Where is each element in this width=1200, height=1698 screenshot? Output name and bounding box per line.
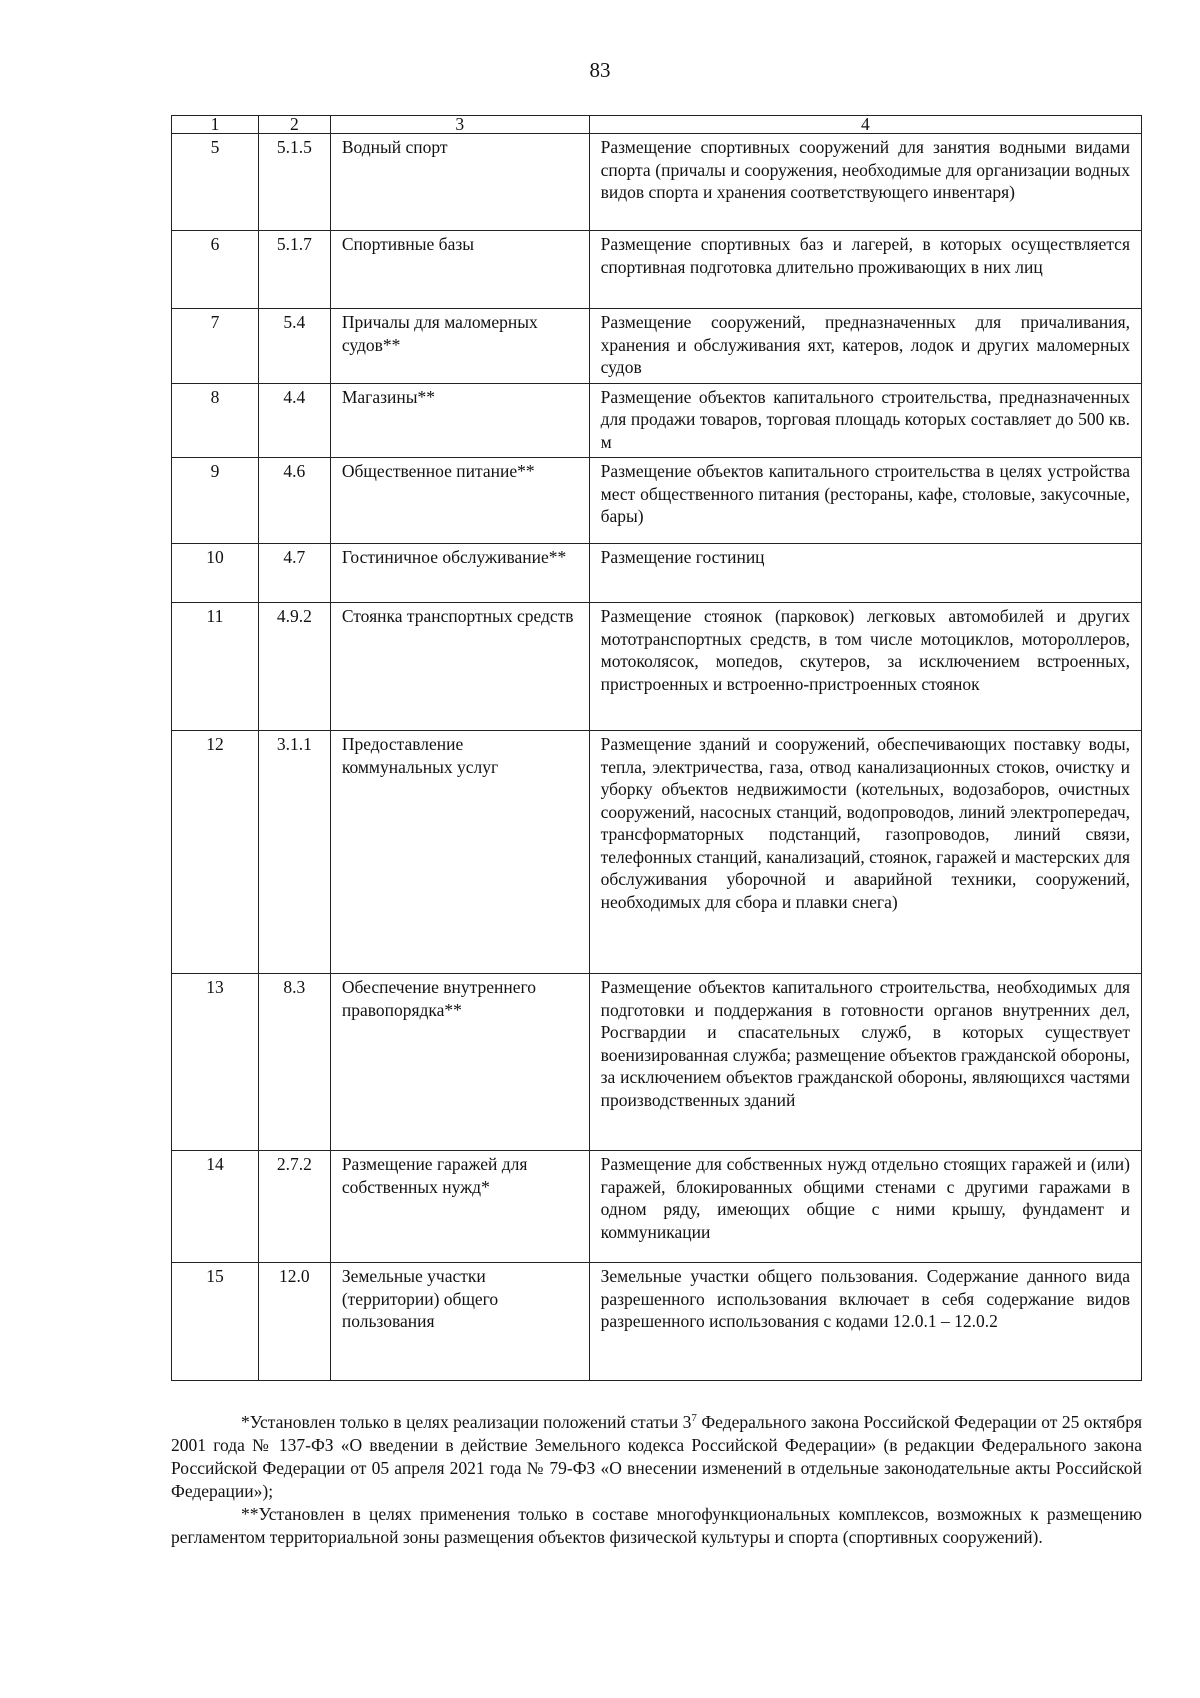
row-number: 6	[172, 231, 259, 309]
table-row	[172, 1263, 1142, 1381]
footnote-text: Федерального закона Российской Федерации от 25 октября 2001 года № 137-ФЗ «О введении в действие Земельного кодекса Российской Федерации» (в редакции Федерального закона Российской Федерации от 05 апреля 2021 года № 79-ФЗ «О внесении изменений в отдельные законодательные акты Российской Федерации»);	[171, 1412, 1142, 1501]
table-row	[172, 134, 1142, 231]
table-row	[172, 458, 1142, 544]
table-row	[172, 731, 1142, 974]
use-name: Предоставление коммунальных услуг	[330, 731, 589, 974]
use-code: 8.3	[258, 974, 330, 1151]
row-number: 15	[172, 1263, 259, 1381]
use-code: 2.7.2	[258, 1151, 330, 1263]
table-row	[172, 974, 1142, 1151]
use-code: 3.1.1	[258, 731, 330, 974]
use-description: Размещение спортивных сооружений для занятия водными видами спорта (причалы и сооружения, необходимые для организации водных видов спорта и хранения соответствующего инвентаря)	[589, 134, 1141, 231]
use-code: 4.9.2	[258, 603, 330, 731]
page-number: 83	[589, 58, 611, 82]
use-description: Земельные участки общего пользования. Содержание данного вида разрешенного использования включает в себя содержание видов разрешенного использования с кодами 12.0.1 – 12.0.2	[589, 1263, 1141, 1381]
use-code: 4.4	[258, 383, 330, 458]
use-description: Размещение объектов капитального строительства в целях устройства мест общественного питания (рестораны, кафе, столовые, закусочные, бары)	[589, 458, 1141, 544]
row-number: 9	[172, 458, 259, 544]
use-description: Размещение объектов капитального строительства, предназначенных для продажи товаров, торговая площадь которых составляет до 500 кв. м	[589, 383, 1141, 458]
row-number: 5	[172, 134, 259, 231]
use-description: Размещение зданий и сооружений, обеспечивающих поставку воды, тепла, электричества, газа, отвод канализационных стоков, очистку и уборку объектов недвижимости (котельных, водозаборов, очистных сооружений, насосных станций, водопроводов, линий электропередач, трансформаторных подстанций, газопроводов, линий связи, телефонных станций, канализаций, стоянок, гаражей и мастерских для обслуживания уборочной и аварийной техники, сооружений, необходимых для сбора и плавки снега)	[589, 731, 1141, 974]
use-name: Земельные участки (территории) общего пользования	[330, 1263, 589, 1381]
row-number: 14	[172, 1151, 259, 1263]
use-description: Размещение сооружений, предназначенных для причаливания, хранения и обслуживания яхт, катеров, лодок и других маломерных судов	[589, 309, 1141, 384]
use-code: 4.7	[258, 544, 330, 603]
row-number: 13	[172, 974, 259, 1151]
row-number: 12	[172, 731, 259, 974]
use-code: 5.4	[258, 309, 330, 384]
table-row	[172, 309, 1142, 384]
footnote-double-asterisk: **Установлен в целях применения только в составе многофункциональных комплексов, возможных к размещению регламентом территориальной зоны размещения объектов физической культуры и спорта (спортивных сооружений).	[171, 1504, 1142, 1547]
row-number: 11	[172, 603, 259, 731]
table-header-row	[172, 116, 1142, 134]
use-name: Водный спорт	[330, 134, 589, 231]
table-row	[172, 231, 1142, 309]
use-name: Магазины**	[330, 383, 589, 458]
row-number: 8	[172, 383, 259, 458]
column-header: 1	[172, 116, 259, 134]
use-code: 4.6	[258, 458, 330, 544]
footnote-text: *Установлен только в целях реализации положений статьи 3	[241, 1412, 692, 1432]
footnotes	[171, 1411, 1142, 1549]
use-code: 5.1.5	[258, 134, 330, 231]
use-name: Гостиничное обслуживание**	[330, 544, 589, 603]
footnote-superscript: 7	[691, 1412, 697, 1425]
land-use-table	[171, 115, 1142, 1381]
use-name: Общественное питание**	[330, 458, 589, 544]
row-number: 7	[172, 309, 259, 384]
column-header: 2	[258, 116, 330, 134]
use-description: Размещение для собственных нужд отдельно стоящих гаражей и (или) гаражей, блокированных общими стенами с другими гаражами в одном ряду, имеющих общие с ними крышу, фундамент и коммуникации	[589, 1151, 1141, 1263]
use-name: Стоянка транспортных средств	[330, 603, 589, 731]
use-code: 5.1.7	[258, 231, 330, 309]
table-row	[172, 1151, 1142, 1263]
row-number: 10	[172, 544, 259, 603]
use-description: Размещение объектов капитального строительства, необходимых для подготовки и поддержания в готовности органов внутренних дел, Росгвардии и спасательных служб, в которых существует военизированная служба; размещение объектов гражданской обороны, за исключением объектов гражданской обороны, являющихся частями производственных зданий	[589, 974, 1141, 1151]
use-code: 12.0	[258, 1263, 330, 1381]
use-name: Обеспечение внутреннего правопорядка**	[330, 974, 589, 1151]
footnote-single-asterisk	[171, 1411, 1142, 1503]
table-row	[172, 603, 1142, 731]
use-name: Причалы для маломерных судов**	[330, 309, 589, 384]
use-name: Размещение гаражей для собственных нужд*	[330, 1151, 589, 1263]
table-row	[172, 383, 1142, 458]
use-description: Размещение спортивных баз и лагерей, в которых осуществляется спортивная подготовка длительно проживающих в них лиц	[589, 231, 1141, 309]
use-description: Размещение гостиниц	[589, 544, 1141, 603]
table-row	[172, 544, 1142, 603]
column-header: 3	[330, 116, 589, 134]
use-description: Размещение стоянок (парковок) легковых автомобилей и других мототранспортных средств, в том числе мотоциклов, мотороллеров, мотоколясок, мопедов, скутеров, за исключением встроенных, пристроенных и встроенно-пристроенных стоянок	[589, 603, 1141, 731]
use-name: Спортивные базы	[330, 231, 589, 309]
column-header: 4	[589, 116, 1141, 134]
